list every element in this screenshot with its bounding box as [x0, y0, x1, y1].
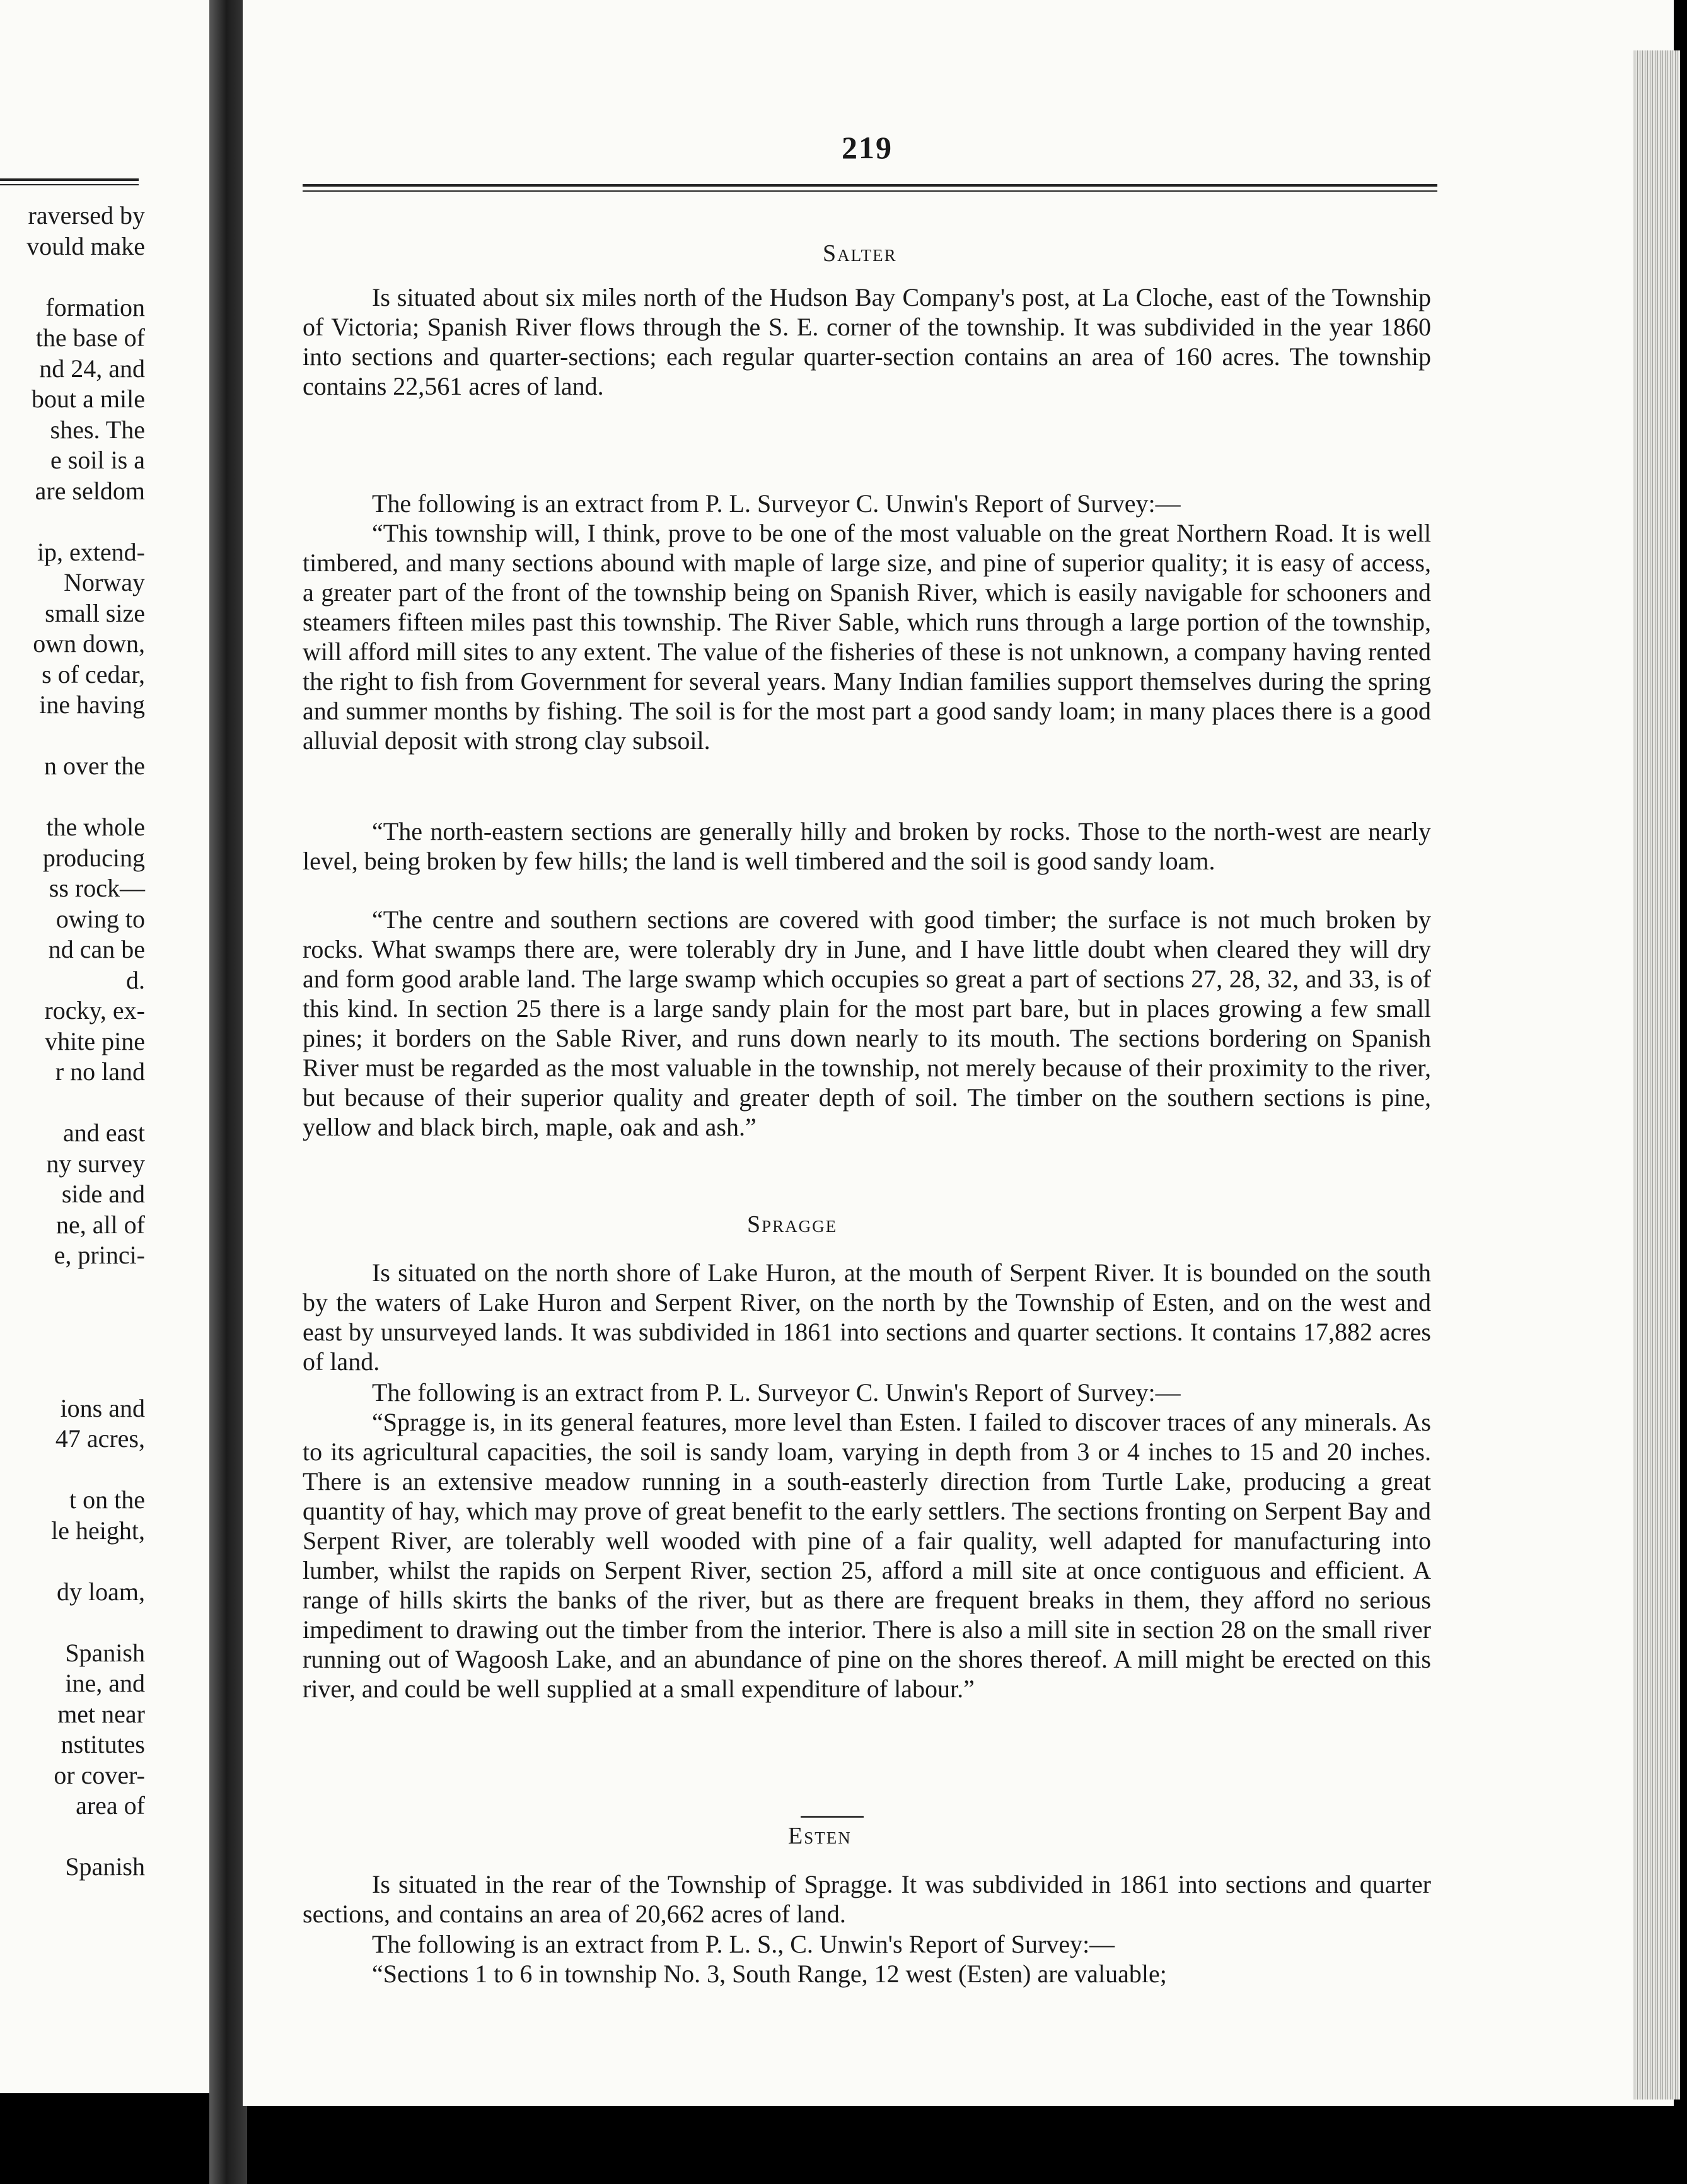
esten-quote: “Sections 1 to 6 in township No. 3, South Range, 12 west (Esten) are valuable; — [372, 1960, 1167, 1988]
book-gutter — [209, 0, 247, 2184]
left-page-line: 47 acres, — [55, 1424, 145, 1453]
left-page-line: Norway — [64, 568, 145, 596]
esten-extract-intro: The following is an extract from P. L. S., C. Unwin's Report of Survey:— — [372, 1930, 1115, 1958]
left-page-line: area of — [76, 1791, 145, 1820]
left-page-line: the base of — [35, 323, 145, 352]
left-page-rule — [0, 184, 139, 185]
left-page-line: ss rock— — [49, 874, 145, 902]
salter-quote-3: “The centre and southern sections are covered with good timber; the surface is not much broken by rocks. What swamps there are, were tolerably dry in June, and I have little doubt when cleared they will dry and form good arable land. The large swamp which occupies so great a part of sections 27, 28, 32, and 33, is of this kind. In section 25 there is a large sandy plain for the most part bare, but in places growing a few small pines; it borders on the Sable River, and runs down nearly to its mouth. The sections bordering on Spanish River must be regarded as the most valuable in the township, not merely because of their proximity to the river, but because of their superior quality and greater depth of soil. The timber on the southern sections is pine, yellow and black birch, maple, oak and ash.” — [303, 905, 1431, 1141]
left-page-line: n over the — [44, 752, 145, 780]
salter-intro: Is situated about six miles north of the Hudson Bay Company's post, at La Cloche, east of the Township of Victoria; Spanish River flows through the S. E. corner of the township. It was subdivided in the year 1860 into sections and quarter-sections; each regular quarter-section contains an area of 160 acres. The township contains 22,561 acres of land. — [303, 283, 1431, 400]
left-page-line: Spanish — [65, 1638, 145, 1667]
left-page-line: ions and — [60, 1393, 145, 1422]
spragge-extract-intro: The following is an extract from P. L. Surveyor C. Unwin's Report of Survey:— — [372, 1378, 1181, 1407]
salter-extract-intro: The following is an extract from P. L. Surveyor C. Unwin's Report of Survey:— — [372, 489, 1181, 518]
left-page-line: e, princi- — [54, 1241, 145, 1269]
left-page-line: raversed by — [28, 201, 145, 229]
page-edges — [1633, 50, 1680, 2100]
left-page-line: producing — [42, 843, 145, 872]
page-number: 219 — [842, 130, 893, 165]
left-page-line: le height, — [51, 1516, 145, 1545]
left-page-line: d. — [126, 965, 145, 994]
left-page-line: ne, all of — [55, 1210, 145, 1239]
left-page-line: formation — [45, 293, 145, 322]
salter-quote-1: “This township will, I think, prove to be one of the most valuable on the great Northern Road. It is well timbered, and many sections abound with maple of large size, and pine of superior quality; it is easy of access, a greater part of the front of the township being on Spanish River, which is easily navigable for schooners and steamers fifteen miles past this township. The River Sable, which runs through a large portion of the township, will afford mill sites to any extent. The value of the fisheries of these is not unknown, a company having rented the right to fish from Government for several years. Many Indian families support themselves during the spring and summer months by fishing. The soil is for the most part a good sandy loam; in many places there is a good alluvial deposit with strong clay subsoil. — [303, 519, 1431, 755]
spragge-intro: Is situated on the north shore of Lake Huron, at the mouth of Serpent River. It is bounded on the south by the waters of Lake Huron and Serpent River, on the north by the Township of Esten, and on the west and east by unsurveyed lands. It was subdivided in 1861 into sections and quarter sections. It contains 17,882 acres of land. — [303, 1258, 1431, 1376]
salter-quote-2: “The north-eastern sections are generally hilly and broken by rocks. Those to the north-west are nearly level, being broken by few hills; the land is well timbered and the soil is good sandy loam. — [303, 817, 1431, 875]
spragge-quote: “Spragge is, in its general features, more level than Esten. I failed to discover traces of any minerals. As to its agricultural capacities, the soil is sandy loam, varying in depth from 3 or 4 inches to 15 and 20 inches. There is an extensive meadow running in a south-easterly direction from Turtle Lake, producing a great quantity of hay, which may prove of great benefit to the early settlers. The sections fronting on Serpent Bay and Serpent River, are tolerably well wooded with pine of a fair quality, well adapted for manufacturing into lumber, whilst the rapids on Serpent River, section 25, afford a mill site at once contiguous and efficient. A range of hills skirts the banks of the river, but as there are frequent breaks in them, they afford no serious impediment to drawing out the timber from the interior. There is also a mill site in section 28 on the small river running out of Wagoosh Lake, and an abundance of pine on the shores thereof. A mill might be erected on this river, and could be well supplied at a small expenditure of labour.” — [303, 1408, 1431, 1703]
left-page-line: rocky, ex- — [44, 996, 145, 1025]
left-page-line: vhite pine — [45, 1026, 145, 1055]
left-page-line: nd can be — [48, 935, 145, 963]
left-page-line: nd 24, and — [39, 354, 145, 383]
left-page-rule — [0, 178, 139, 181]
section-heading-esten: Esten — [788, 1823, 852, 1849]
left-page-line: e soil is a — [50, 446, 145, 474]
left-page-line: and east — [63, 1118, 145, 1147]
left-page-line: ine, and — [65, 1669, 145, 1697]
section-divider — [801, 1816, 864, 1818]
left-page-line: ip, extend- — [37, 537, 145, 566]
section-heading-salter: Salter — [823, 240, 897, 267]
header-rule — [303, 190, 1437, 192]
left-page-line: ny survey — [46, 1149, 145, 1178]
left-page-line: s of cedar, — [42, 659, 145, 688]
left-page-line: owing to — [55, 904, 145, 933]
left-page-line: small size — [45, 598, 145, 627]
left-page-line: ine having — [39, 690, 145, 719]
section-heading-spragge: Spragge — [747, 1211, 838, 1238]
esten-intro: Is situated in the rear of the Township of Spragge. It was subdivided in 1861 into sections and quarter sections, and contains an area of 20,662 acres of land. — [303, 1870, 1431, 1928]
left-page-line: the whole — [46, 813, 145, 841]
left-page-line: own down, — [33, 629, 145, 658]
left-page-line: bout a mile — [32, 385, 145, 413]
left-page-line: dy loam, — [57, 1577, 145, 1606]
left-page-line: shes. The — [50, 415, 145, 444]
left-page-line: Spanish — [65, 1852, 145, 1881]
left-page-line: are seldom — [35, 476, 145, 505]
left-page-line: side and — [61, 1180, 145, 1208]
left-page-line: vould make — [26, 231, 145, 260]
left-facing-page — [0, 0, 217, 2093]
left-page-line: r no land — [55, 1057, 145, 1086]
left-page-line: t on the — [69, 1485, 145, 1514]
left-page-line: met near — [57, 1699, 145, 1728]
left-page-line: nstitutes — [61, 1730, 145, 1758]
header-rule — [303, 184, 1437, 187]
left-page-line: or cover- — [54, 1760, 145, 1789]
